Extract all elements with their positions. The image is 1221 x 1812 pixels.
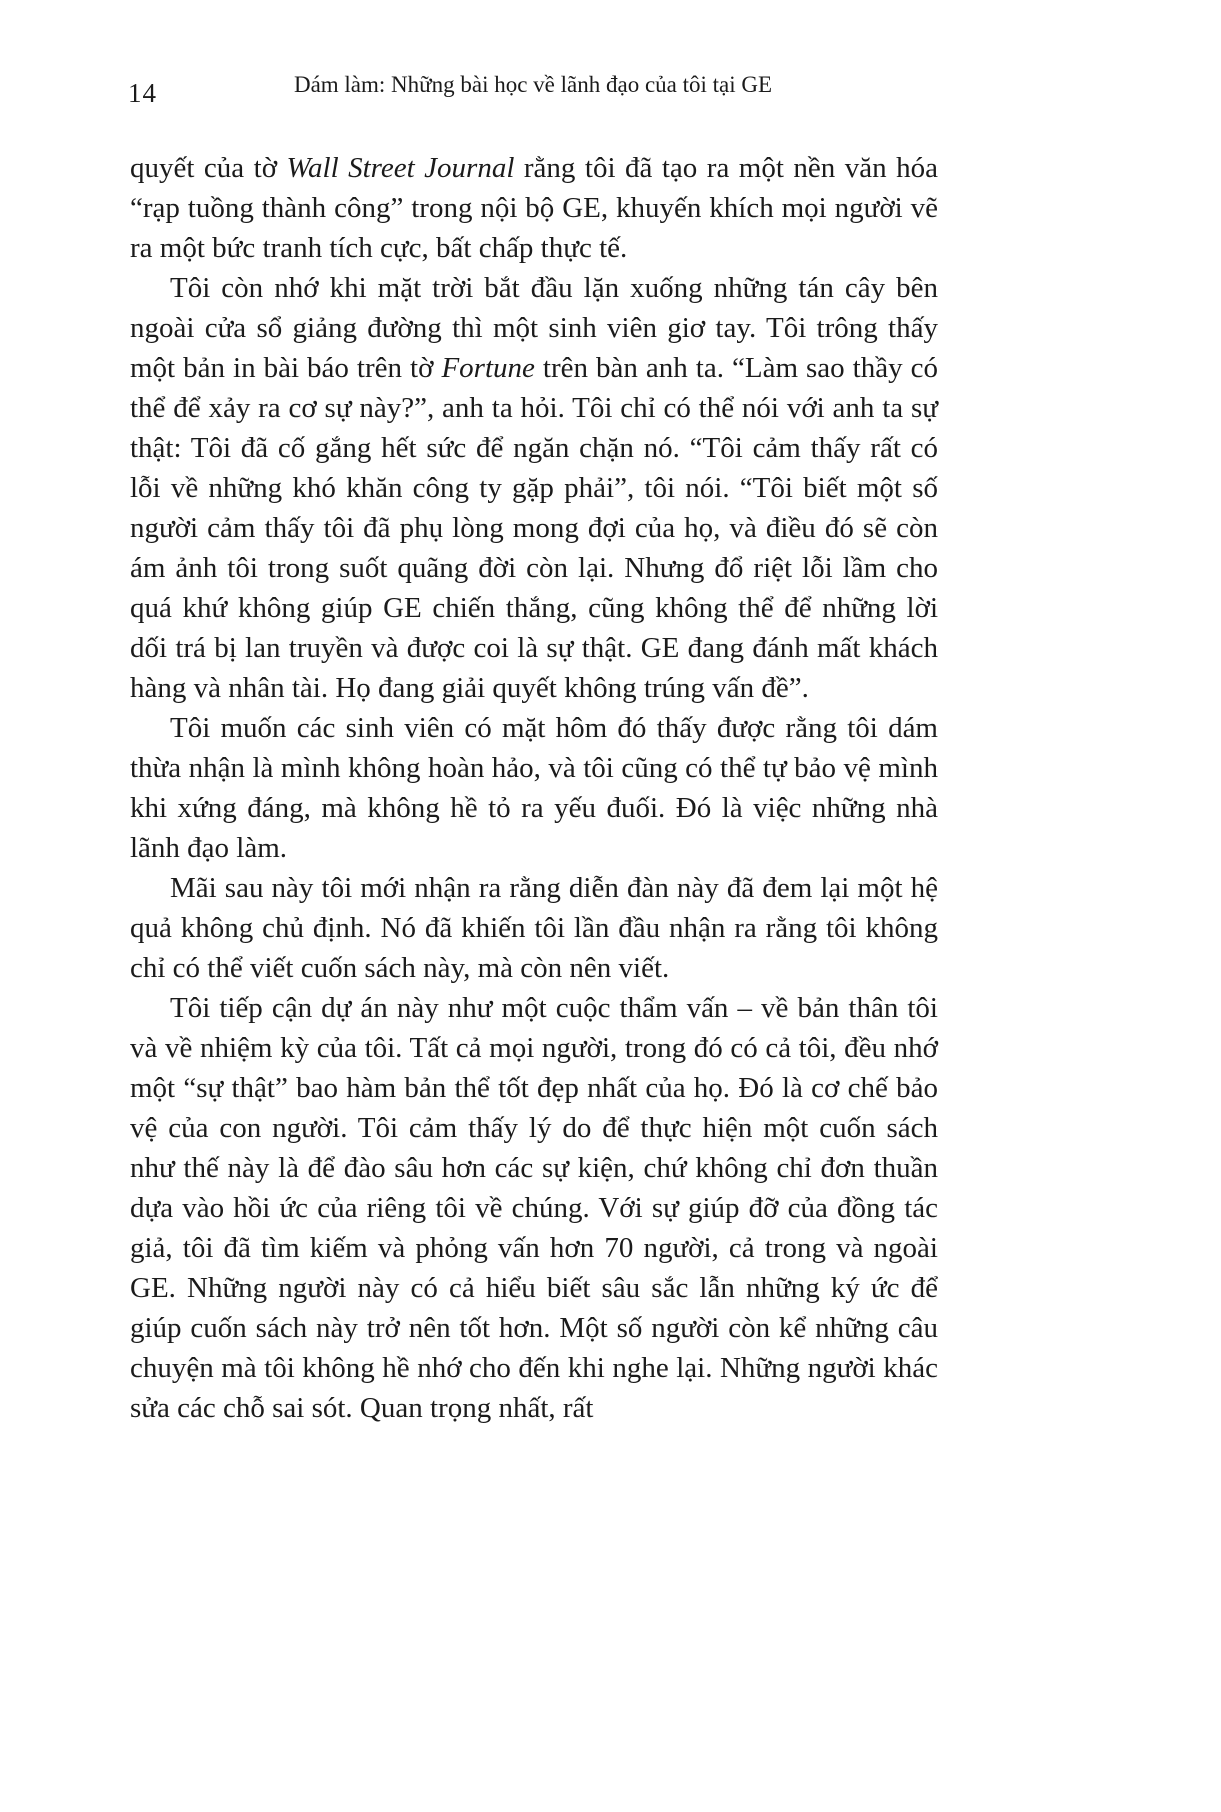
text-run: Tôi tiếp cận dự án này như một cuộc thẩm vấn – về bản thân tôi và về nhiệm kỳ của tôi. Tất cả mọi người, trong đó có cả tôi, đều nhớ một “sự thật” bao hàm bản thể tốt đẹp nhất của họ. Đó là cơ chế bảo vệ của con người. Tôi cảm thấy lý do để thực hiện một cuốn sách như thế này là để đào sâu hơn các sự kiện, chứ không chỉ đơn thuần dựa vào hồi ức của riêng tôi về chúng. Với sự giúp đỡ của đồng tác giả, tôi đã tìm kiếm và phỏng vấn hơn 70 người, cả trong và ngoài GE. Những người này có cả hiểu biết sâu sắc lẫn những ký ức để giúp cuốn sách này trở nên tốt hơn. Một số người còn kể những câu chuyện mà tôi không hề nhớ cho đến khi nghe lại. Những người khác sửa các chỗ sai sót. Quan trọng nhất, rất bbox=[130, 992, 938, 1424]
italic-text-run: Fortune bbox=[441, 352, 535, 384]
page-number: 14 bbox=[128, 78, 157, 108]
text-run: trên bàn anh ta. “Làm sao thầy có thể để xảy ra cơ sự này?”, anh ta hỏi. Tôi chỉ có thể nói với anh ta sự thật: Tôi đã cố gắng hết sức để ngăn chặn nó. “Tôi cảm thấy rất có lỗi về những khó khăn công ty gặp phải”, tôi nói. “Tôi biết một số người cảm thấy tôi đã phụ lòng mong đợi của họ, và điều đó sẽ còn ám ảnh tôi trong suốt quãng đời còn lại. Nhưng đổ riệt lỗi lầm cho quá khứ không giúp GE chiến thắng, cũng không thể để những lời dối trá bị lan truyền và được coi là sự thật. GE đang đánh mất khách hàng và nhân tài. Họ đang giải quyết không trúng vấn đề”. bbox=[130, 352, 939, 704]
page-body bbox=[130, 148, 938, 1428]
paragraph bbox=[130, 988, 938, 1428]
text-run: Tôi còn nhớ khi mặt trời bắt đầu lặn xuống những tán cây bên ngoài cửa sổ giảng đường thì một sinh viên giơ tay. Tôi trông thấy một bản in bài báo trên tờ bbox=[130, 272, 938, 384]
paragraph bbox=[130, 868, 938, 988]
running-title: Dám làm: Những bài học về lãnh đạo của tôi tại GE bbox=[293, 72, 773, 97]
paragraph bbox=[130, 268, 938, 708]
paragraph bbox=[130, 708, 938, 868]
paragraph bbox=[130, 148, 938, 268]
text-run: Mãi sau này tôi mới nhận ra rằng diễn đàn này đã đem lại một hệ quả không chủ định. Nó đã khiến tôi lần đầu nhận ra rằng tôi không chỉ có thể viết cuốn sách này, mà còn nên viết. bbox=[130, 872, 938, 984]
page-header bbox=[128, 72, 938, 112]
text-run: Tôi muốn các sinh viên có mặt hôm đó thấy được rằng tôi dám thừa nhận là mình không hoàn hảo, và tôi cũng có thể tự bảo vệ mình khi xứng đáng, mà không hề tỏ ra yếu đuối. Đó là việc những nhà lãnh đạo làm. bbox=[130, 712, 938, 864]
text-run: quyết của tờ bbox=[130, 152, 287, 184]
text-run: rằng tôi đã tạo ra một nền văn hóa “rạp tuồng thành công” trong nội bộ GE, khuyến khích mọi người vẽ ra một bức tranh tích cực, bất chấp thực tế. bbox=[130, 152, 938, 264]
italic-text-run: Wall Street Journal bbox=[286, 152, 515, 184]
